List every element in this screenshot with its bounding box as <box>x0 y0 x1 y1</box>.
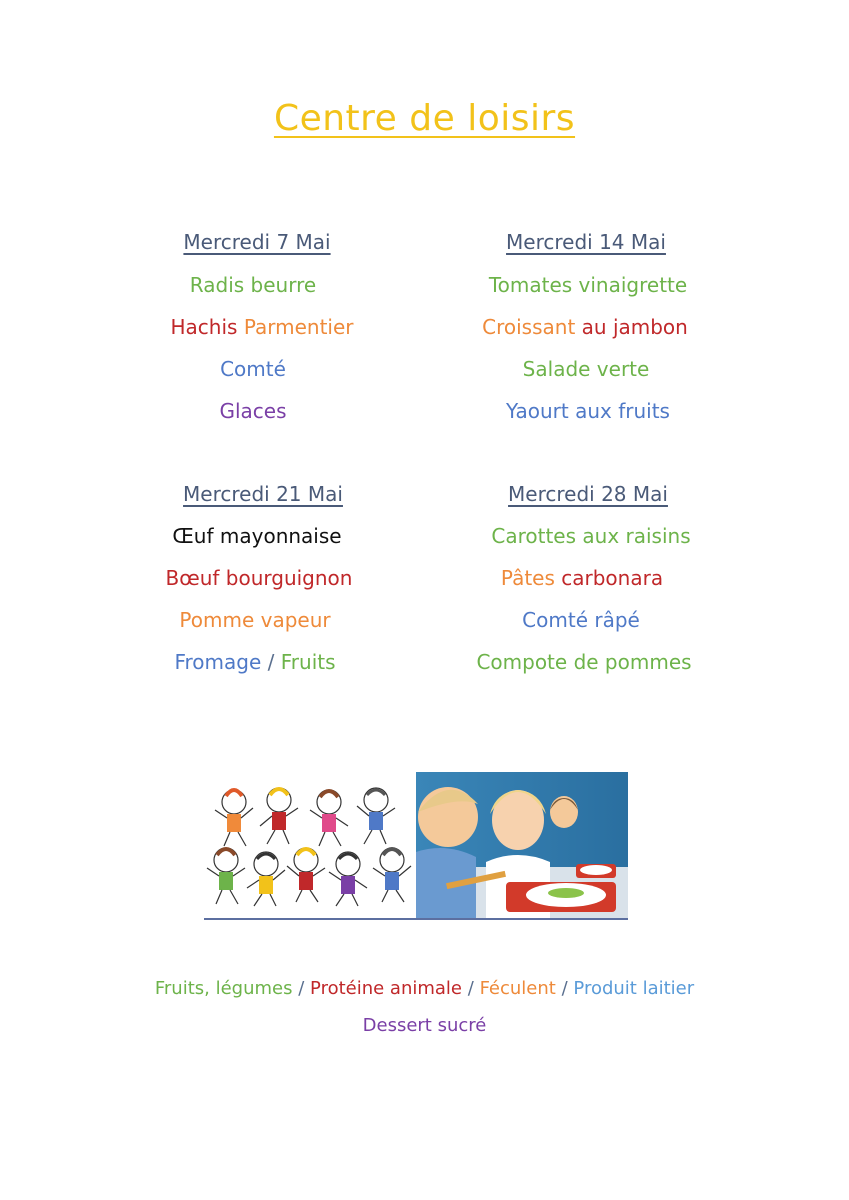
day-heading-w4: Mercredi 28 Mai <box>508 482 668 506</box>
menu-item-w2-side: Salade verte <box>522 357 650 381</box>
separator: / <box>561 978 568 999</box>
page-title: Centre de loisirs <box>273 98 576 139</box>
menu-item-w1-dairy: Comté <box>220 357 286 381</box>
menu-item-w1-main <box>171 315 354 339</box>
separator: / <box>267 650 275 674</box>
legend-dairy: Produit laitier <box>573 978 695 999</box>
menu-item-w1-dessert: Glaces <box>219 399 287 423</box>
legend-animal-protein: Protéine animale <box>310 978 463 999</box>
menu-item-w1-main-a: Hachis <box>170 315 238 339</box>
lunch-photo-drawing <box>416 772 628 918</box>
menu-item-w1-starter: Radis beurre <box>189 273 317 297</box>
menu-item-w4-starter: Carottes aux raisins <box>491 524 691 548</box>
illustration-strip <box>204 772 628 920</box>
separator: / <box>298 978 305 999</box>
menu-item-w3-dessert <box>174 650 335 674</box>
menu-item-w2-main <box>482 315 688 339</box>
menu-item-w2-main-b: au jambon <box>581 315 688 339</box>
day-heading-w2: Mercredi 14 Mai <box>506 230 666 254</box>
menu-item-w2-main-a: Croissant <box>482 315 576 339</box>
day-heading-w3: Mercredi 21 Mai <box>183 482 343 506</box>
menu-item-w3-dessert-a: Fromage <box>174 650 262 674</box>
dancing-kids-drawing <box>204 772 416 918</box>
cartoon-children-image <box>204 772 416 918</box>
menu-item-w4-dairy: Comté râpé <box>522 608 640 632</box>
menu-item-w3-starter: Œuf mayonnaise <box>172 524 342 548</box>
day-heading-w1: Mercredi 7 Mai <box>183 230 331 254</box>
menu-item-w2-dessert: Yaourt aux fruits <box>506 399 670 423</box>
menu-item-w3-dessert-b: Fruits <box>280 650 336 674</box>
menu-item-w2-starter: Tomates vinaigrette <box>488 273 688 297</box>
menu-item-w3-main: Bœuf bourguignon <box>165 566 353 590</box>
children-eating-photo <box>416 772 628 918</box>
menu-item-w3-side: Pomme vapeur <box>179 608 331 632</box>
menu-item-w4-main <box>501 566 663 590</box>
legend-sweet-dessert: Dessert sucré <box>362 1015 487 1036</box>
legend-fruits-vegetables: Fruits, légumes <box>154 978 293 999</box>
menu-item-w4-dessert: Compote de pommes <box>476 650 692 674</box>
menu-item-w4-main-b: carbonara <box>561 566 664 590</box>
legend-starch: Féculent <box>479 978 556 999</box>
menu-item-w4-main-a: Pâtes <box>500 566 555 590</box>
separator: / <box>467 978 474 999</box>
menu-item-w1-main-b: Parmentier <box>243 315 354 339</box>
color-legend <box>0 978 849 999</box>
